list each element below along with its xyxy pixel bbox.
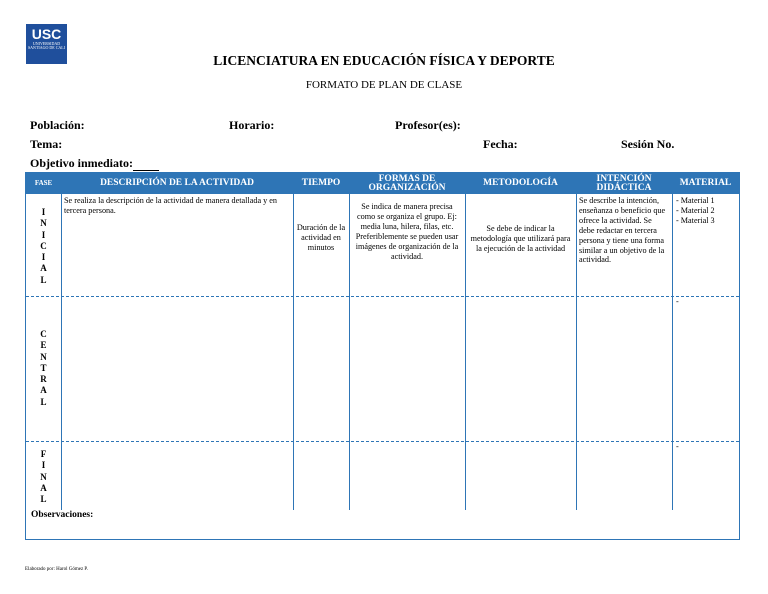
page-title: LICENCIATURA EN EDUCACIÓN FÍSICA Y DEPORTE xyxy=(213,53,555,68)
phase-final: F I N A L xyxy=(40,449,47,505)
col-formas: FORMAS DE ORGANIZACIÓN xyxy=(368,173,446,193)
col-metodologia: METODOLOGÍA xyxy=(483,178,558,188)
grid-vline xyxy=(349,194,350,510)
page-subtitle: FORMATO DE PLAN DE CLASE xyxy=(305,79,463,91)
lesson-plan-table xyxy=(25,172,740,540)
field-tema: Tema: xyxy=(30,137,63,151)
footer-author: Elaborado por: Harol Gómez P. xyxy=(25,567,88,572)
col-intencion: INTENCIÓN DIDÁCTICA xyxy=(596,173,652,193)
inicial-formas: Se indica de manera precisa como se organiza el grupo. Ej: media luna, hilera, filas, etc. Preferiblemente se pueden usar imágenes de organización de la actividad. xyxy=(355,202,459,261)
col-fase: FASE xyxy=(34,179,53,187)
row-divider xyxy=(26,296,739,297)
final-material: - xyxy=(676,442,679,451)
material-item: - Material 2 xyxy=(676,205,715,215)
inicial-metodologia: Se debe de indicar la metodología que utilizará para la ejecución de la actividad xyxy=(470,224,571,253)
logo-text: USC xyxy=(31,26,62,42)
inicial-intencion: Se describe la intención, enseñanza o beneficio que ofrece la actividad. Se debe redactar en tercera persona y tiene una forma similar a un objetivo de la actividad. xyxy=(579,196,666,265)
row-divider xyxy=(26,441,739,442)
col-descripcion: DESCRIPCIÓN DE LA ACTIVIDAD xyxy=(100,178,254,188)
field-objetivo xyxy=(30,156,159,171)
grid-vline xyxy=(61,194,62,510)
phase-central: C E N T R A L xyxy=(40,329,47,407)
field-horario: Horario: xyxy=(229,118,275,132)
col-material: MATERIAL xyxy=(679,178,732,188)
inicial-tiempo: Duración de la actividad en minutos xyxy=(296,223,346,252)
grid-vline xyxy=(576,194,577,510)
field-profesor: Profesor(es): xyxy=(395,118,461,132)
field-sesion: Sesión No. xyxy=(621,137,675,151)
grid-vline xyxy=(465,194,466,510)
logo-subtitle: UNIVERSIDAD SANTIAGO DE CALI xyxy=(27,41,66,51)
material-item: - Material 1 xyxy=(676,196,715,205)
phase-inicial: I N I C I A L xyxy=(40,207,47,285)
inicial-material xyxy=(676,196,738,226)
central-material: - xyxy=(676,297,679,306)
col-tiempo: TIEMPO xyxy=(301,178,341,188)
grid-vline xyxy=(293,194,294,510)
field-fecha: Fecha: xyxy=(483,137,518,151)
inicial-descripcion: Se realiza la descripción de la actividad de manera detallada y en tercera persona. xyxy=(64,196,277,215)
field-objetivo-label: Objetivo inmediato: xyxy=(30,156,133,170)
table-header xyxy=(26,173,739,194)
observaciones-label: Observaciones: xyxy=(31,510,94,520)
objetivo-underline xyxy=(133,158,159,171)
field-poblacion: Población: xyxy=(30,118,85,132)
grid-vline xyxy=(672,194,673,510)
material-item: - Material 3 xyxy=(676,215,715,225)
